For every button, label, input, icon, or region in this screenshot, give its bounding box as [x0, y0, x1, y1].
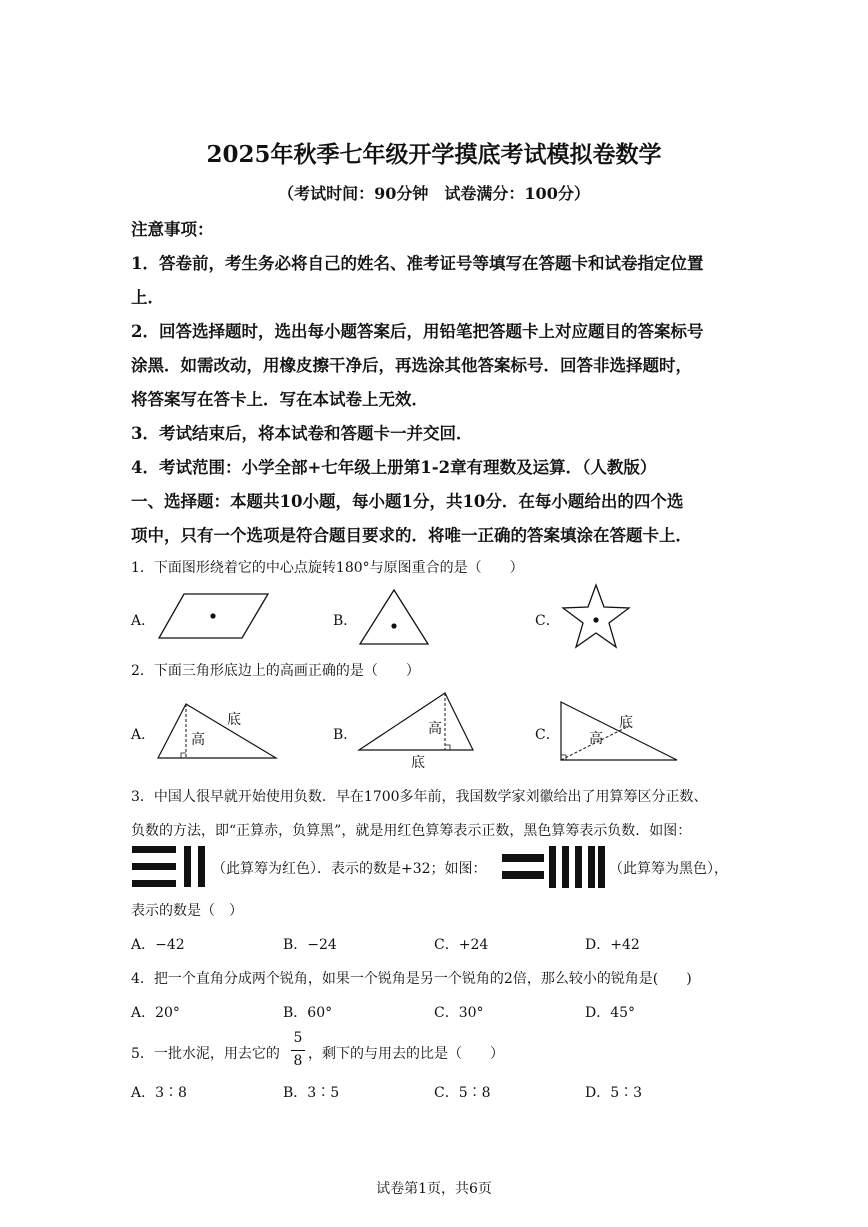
question-3-line-4: 表示的数是（ ） [131, 903, 243, 919]
question-5-end: ，剩下的与用去的比是（ ） [308, 1046, 504, 1062]
fraction-denominator: 8 [293, 1053, 303, 1069]
q2-b-height-label: 高 [428, 721, 442, 737]
q4-option-c: C．30° [434, 1005, 484, 1021]
q3-option-c: C．+24 [434, 937, 489, 953]
q3-black-description: （此算筹为黑色）， [609, 861, 728, 877]
fraction-numerator: 5 [293, 1030, 303, 1046]
note-2-line-1: 2．回答选择题时，选出每小题答案后，用铅笔把答题卡上对应题目的答案标号 [131, 322, 704, 341]
triangle-a-figure [156, 700, 280, 762]
triangle-b-figure [357, 690, 475, 754]
notes-heading: 注意事项： [131, 220, 214, 239]
q5-option-a: A．3∶8 [131, 1085, 187, 1101]
counting-rods-red-figure [132, 846, 208, 888]
question-5-start: 5．一批水泥，用去它的 [131, 1046, 280, 1062]
q5-option-c: C．5∶8 [434, 1085, 491, 1101]
question-1: 1．下面图形绕着它的中心点旋转180°与原图重合的是（ ） [131, 560, 524, 576]
star-figure [560, 583, 632, 649]
parallelogram-figure [158, 592, 270, 642]
question-3-line-1: 3．中国人很早就开始使用负数．早在1700多年前，我国数学家刘徽给出了用算筹区分正数、 [131, 789, 708, 805]
q3-option-a: A．−42 [131, 937, 185, 953]
note-2-line-2: 涂黑．如需改动，用橡皮擦干净后，再选涂其他答案标号．回答非选择题时， [131, 356, 692, 375]
q2-c-height-label: 高 [589, 731, 603, 747]
note-2-line-3: 将答案写在答卡上．写在本试卷上无效． [131, 390, 428, 409]
q2-a-base-label: 底 [227, 712, 241, 728]
q2-b-base-label: 底 [411, 755, 425, 771]
section-1-line-2: 项中，只有一个选项是符合题目要求的．将唯一正确的答案填涂在答题卡上． [131, 526, 692, 545]
triangle-figure [358, 588, 430, 646]
note-3: 3．考试结束后，将本试卷和答题卡一并交回． [131, 424, 473, 443]
q3-red-description: （此算筹为红色）．表示的数是+32；如图： [212, 861, 487, 877]
q3-option-d: D．+42 [585, 937, 640, 953]
exam-info: （考试时间：90分钟 试卷满分：100分） [278, 184, 590, 203]
q1-option-a: A． [131, 613, 156, 629]
fraction-bar [291, 1050, 305, 1051]
q5-option-b: B．3∶5 [283, 1085, 340, 1101]
note-1-line-1: 1．答卷前，考生务必将自己的姓名、准考证号等填写在答题卡和试卷指定位置 [131, 254, 704, 273]
q4-option-b: B．60° [283, 1005, 333, 1021]
counting-rods-black-figure [502, 846, 606, 888]
q4-option-a: A．20° [131, 1005, 180, 1021]
q2-option-c: C． [535, 727, 560, 743]
section-1-line-1: 一、选择题：本题共10小题，每小题1分，共10分．在每小题给出的四个选 [131, 492, 684, 511]
page-title: 2025年秋季七年级开学摸底考试模拟卷数学 [206, 141, 662, 168]
page-footer: 试卷第1页，共6页 [376, 1181, 492, 1197]
question-2: 2．下面三角形底边上的高画正确的是（ ） [131, 663, 420, 679]
note-4: 4．考试范围：小学全部+七年级上册第1-2章有理数及运算．（人教版） [131, 458, 657, 477]
q2-option-a: A． [131, 727, 156, 743]
q2-c-base-label: 底 [619, 715, 633, 731]
question-3-line-2: 负数的方法，即“正算赤，负算黑”，就是用红色算筹表示正数，黑色算筹表示负数．如图： [131, 823, 692, 839]
question-4: 4．把一个直角分成两个锐角，如果一个锐角是另一个锐角的2倍，那么较小的锐角是( ) [131, 971, 692, 987]
q2-a-height-label: 高 [191, 732, 205, 748]
q3-option-b: B．−24 [283, 937, 337, 953]
q4-option-d: D．45° [585, 1005, 636, 1021]
note-1-line-2: 上． [131, 288, 164, 307]
q2-option-b: B． [333, 727, 358, 743]
q5-option-d: D．5∶3 [585, 1085, 643, 1101]
q1-option-b: B． [333, 613, 358, 629]
q1-option-c: C． [535, 613, 560, 629]
